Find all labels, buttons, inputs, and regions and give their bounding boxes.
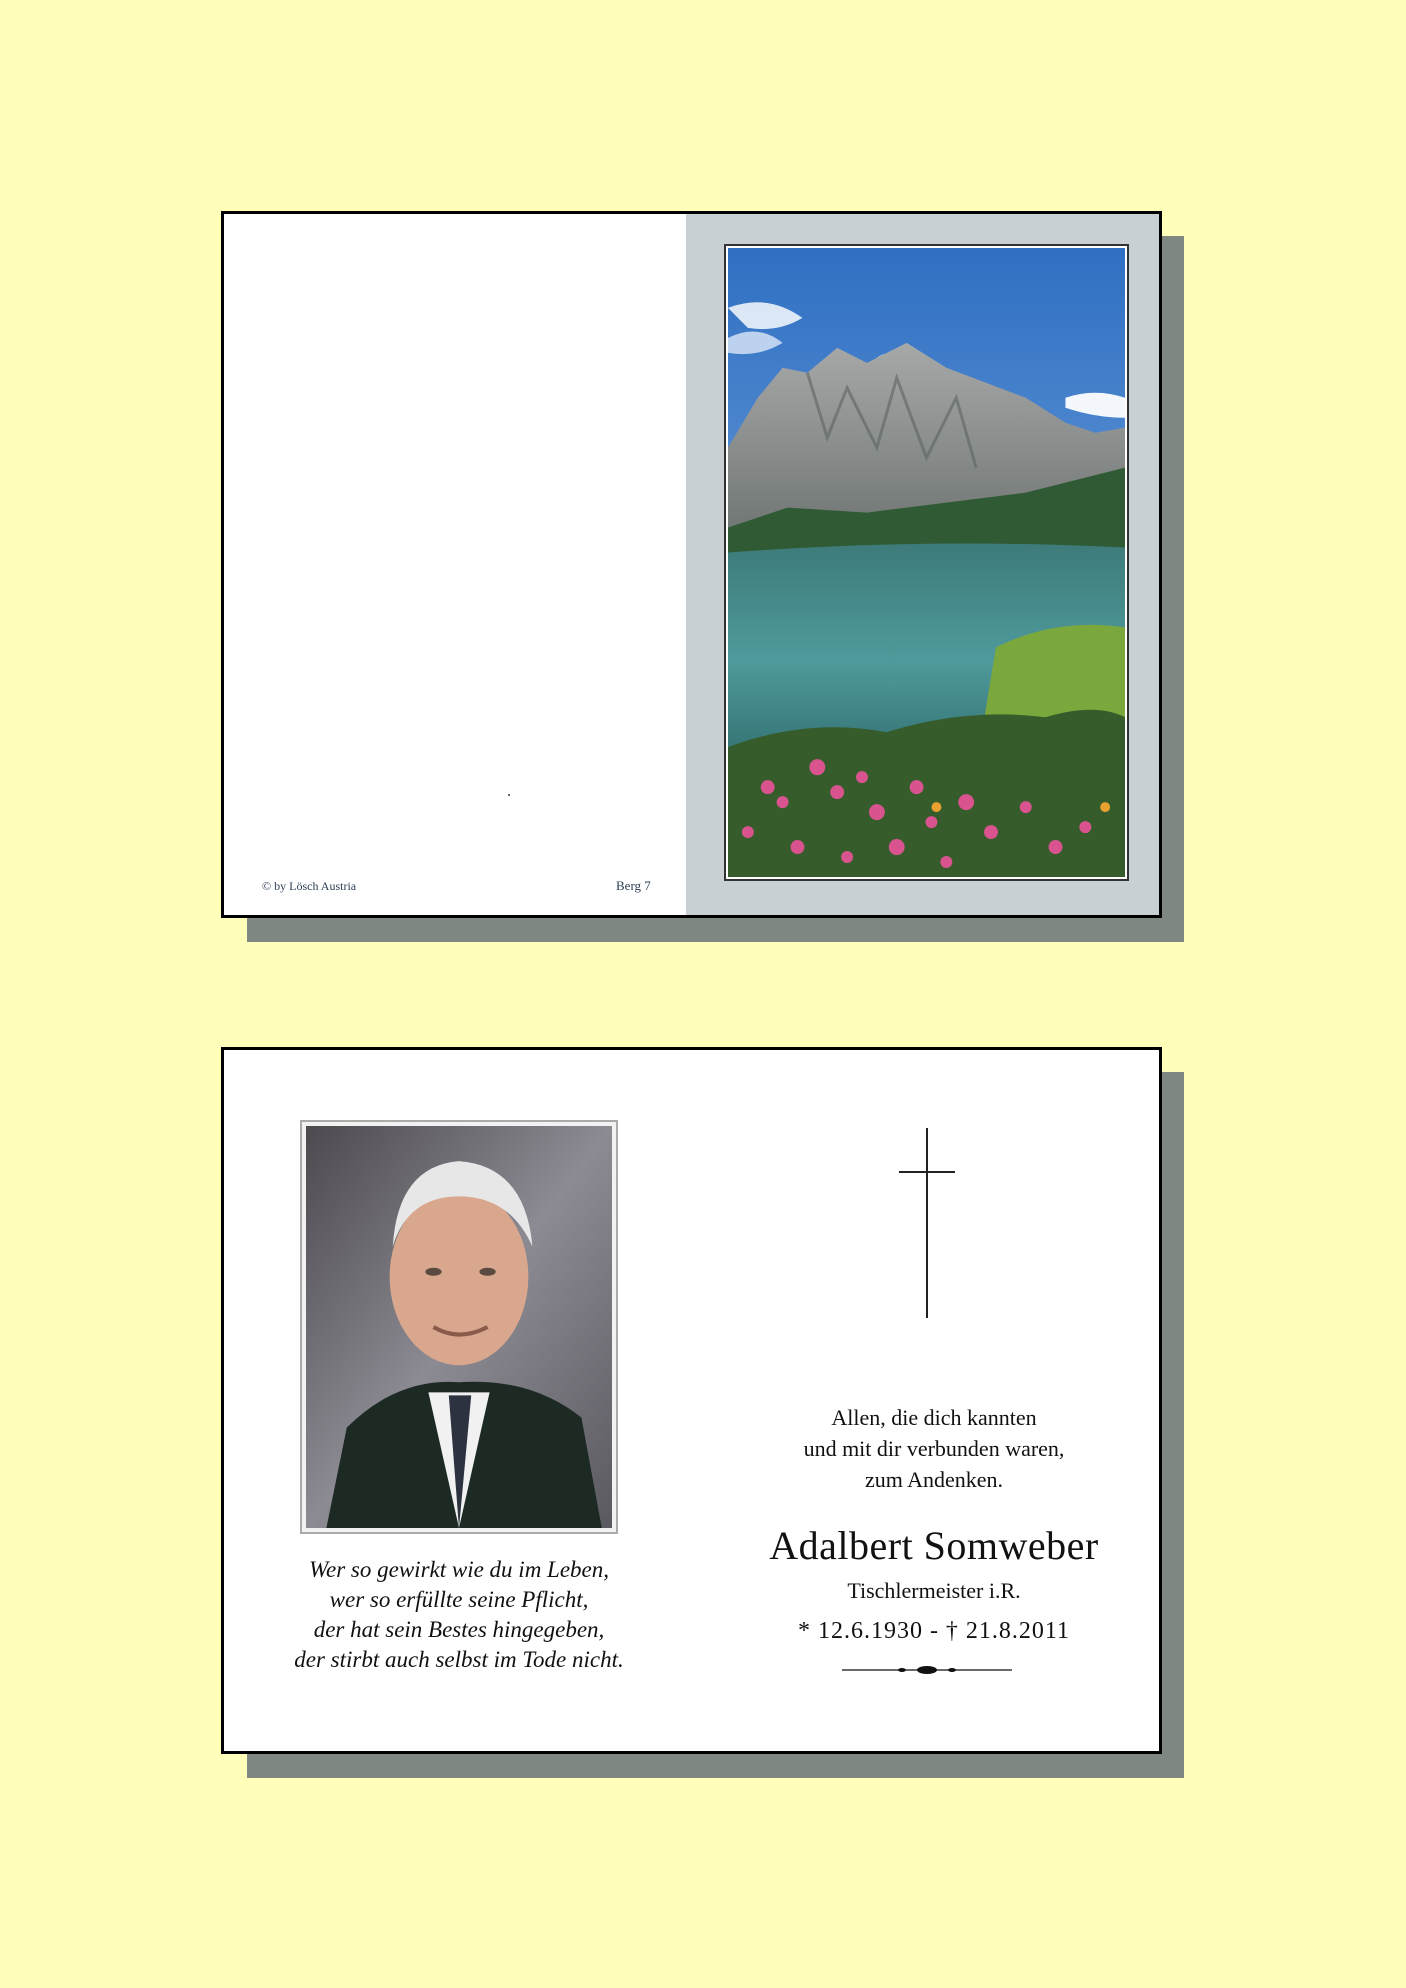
- card-front: [221, 211, 1162, 918]
- cross-icon: [897, 1128, 957, 1318]
- speck: [508, 794, 510, 796]
- deceased-title: Tischlermeister i.R.: [847, 1578, 1021, 1603]
- card-front-image-panel: [686, 214, 1159, 915]
- dedication-line: und mit dir verbunden waren,: [803, 1436, 1065, 1461]
- deceased-name: Adalbert Somweber: [769, 1523, 1099, 1568]
- poem: [244, 1555, 674, 1675]
- poem-line: der hat sein Bestes hingegeben,: [313, 1617, 605, 1642]
- landscape-photo: [724, 244, 1129, 881]
- design-code: Berg 7: [616, 878, 651, 893]
- dedication-line: zum Andenken.: [864, 1467, 1004, 1492]
- poem-line: wer so erfüllte seine Pflicht,: [329, 1587, 589, 1612]
- dedication: [724, 1402, 1144, 1495]
- life-dates: * 12.6.1930 - † 21.8.2011: [797, 1618, 1071, 1644]
- poem-line: Wer so gewirkt wie du im Leben,: [308, 1557, 610, 1582]
- dedication-line: Allen, die dich kannten: [831, 1405, 1037, 1430]
- poem-line: der stirbt auch selbst im Tode nicht.: [294, 1647, 624, 1672]
- mountain-lake-image: [728, 248, 1125, 877]
- card-back: [221, 1047, 1162, 1754]
- card-front-blank-panel: [224, 214, 686, 915]
- portrait-photo: [300, 1120, 618, 1534]
- portrait-image: [306, 1126, 612, 1528]
- copyright-text: © by Lösch Austria: [262, 879, 357, 893]
- ornament-divider-icon: [842, 1662, 1012, 1678]
